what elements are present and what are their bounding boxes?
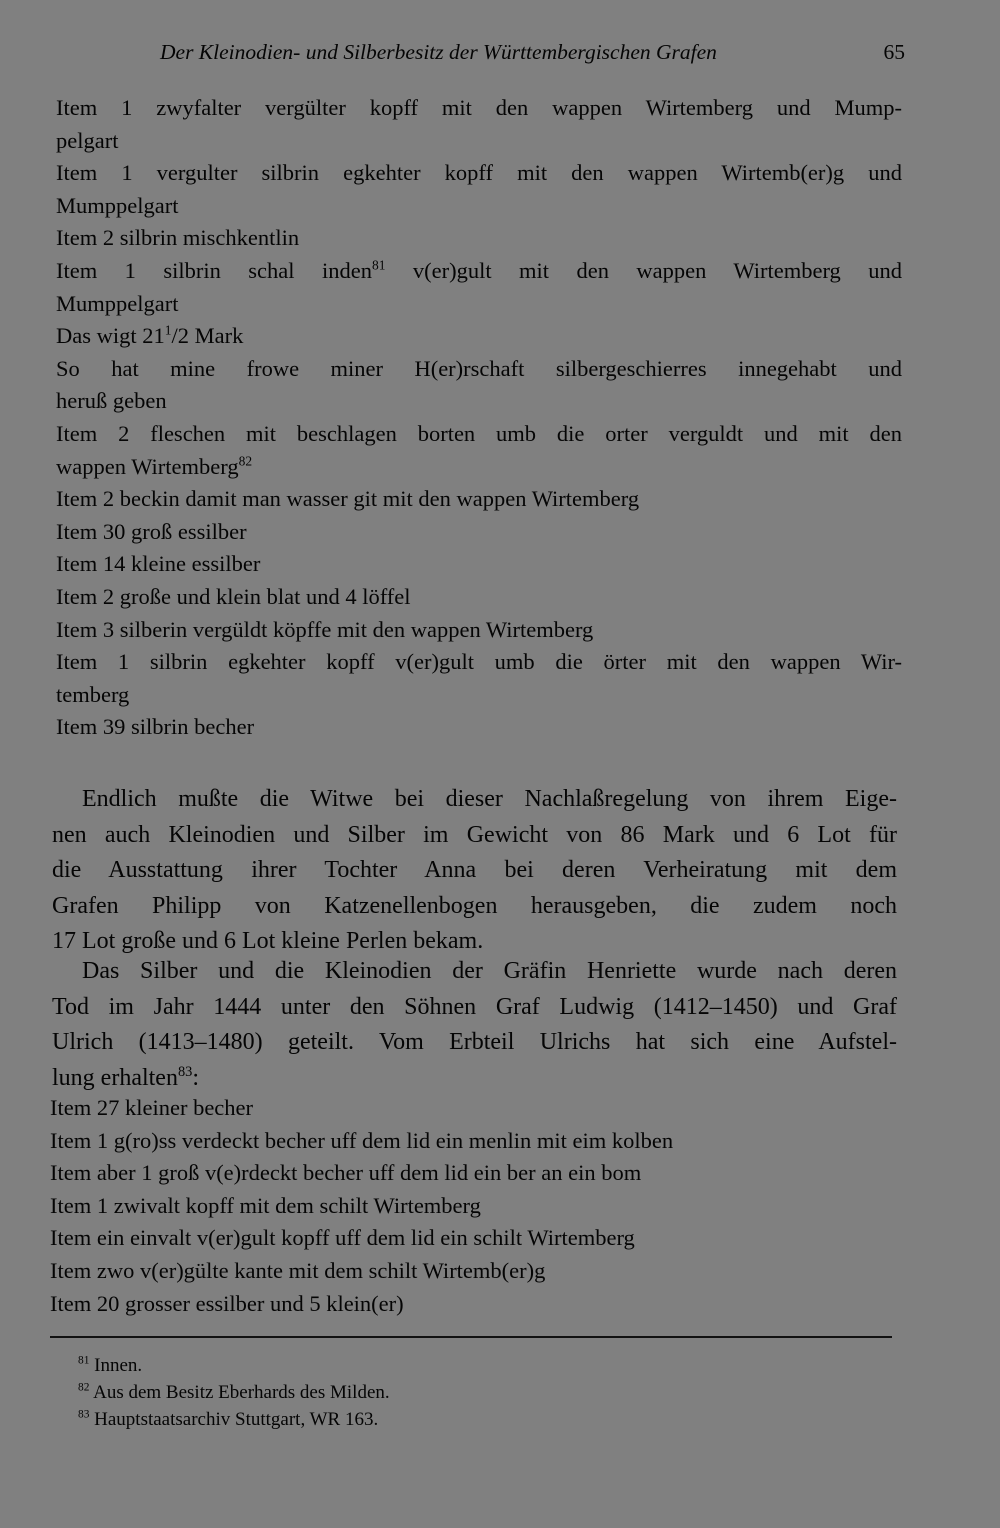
footnote-number: 81 xyxy=(78,1354,90,1367)
paragraph-line xyxy=(52,891,897,921)
inventory-line: Item ein einvalt v(er)gult kopff uff dem lid ein schilt Wirtemberg xyxy=(50,1225,635,1251)
inventory-line-text: Item 3 silberin vergüldt köpffe mit den wappen Wirtemberg xyxy=(56,616,594,642)
footnote xyxy=(78,1351,678,1381)
inventory-line-text: So hat mine frowe miner H(er)rschaft silbergeschierres innegehabt und xyxy=(56,355,902,381)
paragraph-line xyxy=(52,956,897,986)
inventory-line xyxy=(56,680,902,710)
inventory-line xyxy=(56,419,902,449)
inventory-line-text: pelgart xyxy=(56,127,119,153)
inventory-line-text: Mumppelgart xyxy=(56,290,179,316)
paragraph-line xyxy=(52,784,897,814)
paragraph-line-text: Das Silber und die Kleinodien der Gräfin Henriette wurde nach deren xyxy=(82,958,897,984)
footnote-ref: 82 xyxy=(238,453,253,469)
inventory-line xyxy=(56,386,902,416)
inventory-line xyxy=(56,354,902,384)
inventory-line-text: Item 1 silbrin schal inden xyxy=(56,258,372,283)
paragraph-line xyxy=(52,992,897,1022)
paragraph-line xyxy=(52,855,897,885)
footnote xyxy=(78,1405,678,1435)
paragraph-line xyxy=(52,820,897,850)
inventory-line xyxy=(56,126,902,156)
page-number: 65 xyxy=(883,40,905,64)
inventory-line xyxy=(56,191,902,221)
inventory-line-text: Item 1 vergulter silbrin egkehter kopff mit den wappen Wirtemb(er)g und xyxy=(56,160,902,186)
footnote-number: 82 xyxy=(78,1381,90,1394)
inventory-line-text: Item 14 kleine essilber xyxy=(56,551,261,577)
inventory-line-text: Item 30 groß essilber xyxy=(56,518,247,544)
footnote-text: Hauptstaatsarchiv Stuttgart, WR 163. xyxy=(94,1409,379,1430)
inventory-line xyxy=(56,223,902,253)
inventory-line-text: Item 39 silbrin becher xyxy=(56,714,255,740)
footnote-text: Innen. xyxy=(94,1355,143,1376)
footnote-number: 83 xyxy=(78,1408,90,1421)
inventory-line xyxy=(56,647,902,677)
paragraph-line-text: nen auch Kleinodien und Silber im Gewicht von 86 Mark und 6 Lot für xyxy=(52,821,897,848)
paragraph-line-text: Tod im Jahr 1444 unter den Söhnen Graf Ludwig (1412–1450) und Graf xyxy=(52,993,897,1020)
inventory-line-text: Item 2 große und klein blat und 4 löffel xyxy=(56,584,411,609)
paragraph-line xyxy=(52,1063,897,1093)
inventory-line xyxy=(56,452,902,482)
paragraph-line xyxy=(52,926,897,956)
inventory-line: Item zwo v(er)gülte kante mit dem schilt Wirtemb(er)g xyxy=(50,1258,546,1283)
footnote-text: Aus dem Besitz Eberhards des Milden. xyxy=(93,1382,390,1403)
footnote-ref: 81 xyxy=(371,257,386,273)
inventory-line-text: Item 1 zwyfalter vergülter kopff mit den wappen Wirtemberg und Mump- xyxy=(56,95,902,120)
inventory-line-text: wappen Wirtemberg xyxy=(56,453,239,479)
footnote xyxy=(78,1378,678,1408)
inventory-line xyxy=(56,93,902,123)
paragraph-line xyxy=(52,1027,897,1057)
paragraph-line-text: die Ausstattung ihrer Tochter Anna bei deren Verheiratung mit dem xyxy=(52,857,897,883)
inventory-line xyxy=(56,549,902,579)
inventory-line-text: / xyxy=(171,323,178,349)
inventory-line-text: Das wigt 21 xyxy=(56,323,165,349)
running-header xyxy=(160,40,905,70)
inventory-line: Item 1 g(ro)ss verdeckt becher uff dem lid ein menlin mit eim kolben xyxy=(50,1127,674,1153)
inventory-line-text: Item 1 silbrin egkehter kopff v(er)gult umb die örter mit den wappen Wir- xyxy=(56,649,902,675)
inventory-line xyxy=(56,484,902,514)
fraction-denominator: 2 xyxy=(177,323,190,349)
inventory-line-text: v(er)gult mit den wappen Wirtemberg und xyxy=(385,258,902,283)
inventory-line: Item 1 zwivalt kopff mit dem schilt Wirtemberg xyxy=(50,1192,481,1218)
paragraph-line-text: lung erhalten xyxy=(52,1064,178,1091)
inventory-line-text: Item 2 fleschen mit beschlagen borten umb die orter verguldt und mit den xyxy=(56,421,902,446)
paragraph-line-text: Grafen Philipp von Katzenellenbogen herausgeben, die zudem noch xyxy=(52,892,897,919)
inventory-line-text: Mark xyxy=(189,323,244,349)
inventory-line-text: Item 2 beckin damit man wasser git mit den wappen Wirtemberg xyxy=(56,486,640,512)
inventory-line xyxy=(56,289,902,319)
footnote-rule xyxy=(50,1336,892,1338)
inventory-line xyxy=(56,321,902,351)
inventory-line xyxy=(56,582,902,612)
inventory-line xyxy=(56,712,902,742)
inventory-line xyxy=(56,256,902,286)
inventory-line xyxy=(56,158,902,188)
inventory-line: Item 20 grosser essilber und 5 klein(er) xyxy=(50,1290,404,1316)
inventory-line-text: Item 2 silbrin mischkentlin xyxy=(56,225,300,251)
paragraph-line-text: Ulrich (1413–1480) geteilt. Vom Erbteil Ulrichs hat sich eine Aufstel- xyxy=(52,1029,897,1055)
inventory-line-text: temberg xyxy=(56,681,130,707)
paragraph-line-text: : xyxy=(192,1064,200,1091)
inventory-line: Item aber 1 groß v(e)rdeckt becher uff dem lid ein ber an ein bom xyxy=(50,1160,642,1186)
running-title: Der Kleinodien- und Silberbesitz der Württembergischen Grafen xyxy=(160,40,717,64)
inventory-line xyxy=(56,517,902,547)
footnote-ref: 83 xyxy=(177,1063,193,1080)
inventory-line-text: Mumppelgart xyxy=(56,192,179,218)
paragraph-line-text: Endlich mußte die Witwe bei dieser Nachlaßregelung von ihrem Eige- xyxy=(82,786,897,812)
inventory-line xyxy=(56,615,902,645)
inventory-line-text: heruß geben xyxy=(56,388,167,414)
paragraph-line-text: 17 Lot große und 6 Lot kleine Perlen bekam. xyxy=(52,928,484,954)
footnote-ref: 1 xyxy=(164,322,172,338)
inventory-line: Item 27 kleiner becher xyxy=(50,1095,254,1120)
